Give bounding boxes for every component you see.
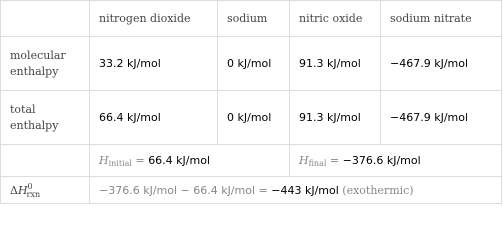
table-row [1,37,502,91]
final-symbol: H [299,153,309,167]
delta-symbol: Δ [10,183,18,197]
final-value: −376.6 kJ/mol [342,153,421,167]
empty-label-cell [1,145,90,177]
cell-value: −467.9 kJ/mol [381,37,502,91]
final-equals: = [326,153,343,167]
header-nitric-oxide: nitric oxide [290,1,381,37]
rxn-subscript: rxn [26,189,41,199]
row-label-total-enthalpy: total enthalpy [1,91,90,145]
initial-enthalpy-cell [90,145,290,177]
cell-value: 66.4 kJ/mol [90,91,218,145]
header-empty-cell [1,1,90,37]
header-row [1,1,502,37]
standard-superscript: 0 [27,181,33,191]
reaction-row [1,177,502,204]
cell-value: 0 kJ/mol [218,91,290,145]
reaction-calc: −376.6 kJ/mol − 66.4 kJ/mol = [99,183,272,197]
cell-value: −467.9 kJ/mol [381,91,502,145]
reaction-enthalpy-label [1,177,90,204]
reaction-calculation-cell [90,177,502,204]
final-subscript: final [308,158,327,168]
cell-value: 91.3 kJ/mol [290,37,381,91]
table-row [1,91,502,145]
initial-final-row [1,145,502,177]
h-symbol: H [17,183,28,197]
cell-value: 91.3 kJ/mol [290,91,381,145]
initial-symbol: H [99,153,109,167]
header-nitrogen-dioxide: nitrogen dioxide [90,1,218,37]
initial-equals: = [131,153,149,167]
cell-value: 33.2 kJ/mol [90,37,218,91]
reaction-result: −443 kJ/mol [271,183,339,197]
final-enthalpy-cell [290,145,502,177]
initial-subscript: initial [108,158,132,168]
header-sodium-nitrate: sodium nitrate [381,1,502,37]
initial-value: 66.4 kJ/mol [148,153,210,167]
reaction-note: (exothermic) [338,183,414,197]
row-label-molecular-enthalpy: molecular enthalpy [1,37,90,91]
header-sodium: sodium [218,1,290,37]
cell-value: 0 kJ/mol [218,37,290,91]
